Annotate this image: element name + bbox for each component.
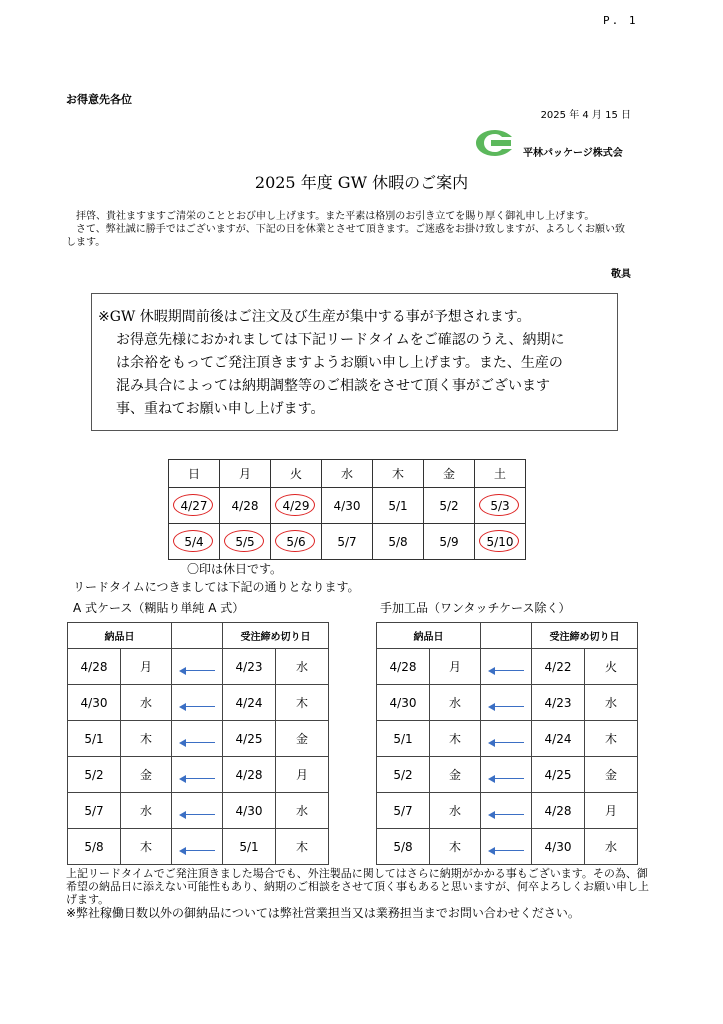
calendar-date: 5/3 [490, 498, 510, 513]
calendar-day-holiday [475, 524, 526, 560]
delivery-weekday-cell: 木 [430, 829, 481, 865]
deadline-date-cell: 4/23 [223, 649, 276, 685]
notice-line: は余裕をもってご発注頂きますようお願い申し上げます。また、生産の [116, 355, 563, 371]
calendar-day-holiday [169, 488, 220, 524]
delivery-weekday-cell: 水 [121, 685, 172, 721]
calendar-weekday: 金 [424, 460, 475, 488]
calendar-day [373, 524, 424, 560]
issue-date: 2025 年 4 月 15 日 [540, 110, 631, 121]
table-row [377, 685, 638, 721]
company-logo-icon [474, 128, 516, 158]
delivery-weekday-cell: 木 [121, 721, 172, 757]
delivery-date-cell: 4/28 [377, 649, 430, 685]
deadline-weekday-cell: 水 [585, 829, 638, 865]
table-row [68, 793, 329, 829]
delivery-date-cell: 5/1 [377, 721, 430, 757]
calendar-date: 5/6 [286, 534, 306, 549]
deadline-weekday-cell: 水 [585, 685, 638, 721]
delivery-date-cell: 5/1 [68, 721, 121, 757]
arrow-cell [172, 793, 223, 829]
arrow-cell [481, 757, 532, 793]
delivery-weekday-cell: 木 [430, 721, 481, 757]
left-arrow-icon [488, 703, 524, 711]
deadline-weekday-cell: 木 [585, 721, 638, 757]
delivery-weekday-cell: 金 [121, 757, 172, 793]
table-row [377, 721, 638, 757]
delivery-date-cell: 5/2 [377, 757, 430, 793]
calendar-date: 5/7 [337, 534, 357, 549]
greeting-text [66, 210, 632, 249]
delivery-date-cell: 5/8 [377, 829, 430, 865]
calendar-date: 4/30 [333, 498, 361, 513]
calendar-weekday: 火 [271, 460, 322, 488]
table-row [377, 829, 638, 865]
calendar-date: 4/27 [180, 498, 208, 513]
footer-paragraph: 上記リードタイムでご発注頂きました場合でも、外注製品に関してはさらに納期がかかる事もございます。その為、御希望の納品日に添えない可能性もあり、納期のご相談をさせて頂く事もあると思いますが、何卒よろしくお願い申し上げます。 [66, 867, 649, 906]
deadline-date-cell: 5/1 [223, 829, 276, 865]
calendar-date: 5/8 [388, 534, 408, 549]
deadline-date-cell: 4/25 [532, 757, 585, 793]
arrow-header [172, 623, 223, 649]
calendar-date: 4/29 [282, 498, 310, 513]
delivery-weekday-cell: 水 [121, 793, 172, 829]
order-deadline-header: 受注締め切り日 [223, 623, 329, 649]
footer-notes [66, 867, 656, 920]
delivery-date-header: 納品日 [377, 623, 481, 649]
calendar-day [424, 488, 475, 524]
deadline-weekday-cell: 木 [276, 685, 329, 721]
table-row [68, 685, 329, 721]
calendar-date: 5/2 [439, 498, 459, 513]
calendar-weekday: 水 [322, 460, 373, 488]
deadline-date-cell: 4/28 [532, 793, 585, 829]
arrow-cell [481, 721, 532, 757]
arrow-cell [172, 721, 223, 757]
delivery-date-cell: 5/7 [68, 793, 121, 829]
notice-line: 事、重ねてお願い申し上げます。 [116, 401, 325, 417]
lead-time-table-b [376, 622, 638, 865]
table-row [68, 649, 329, 685]
arrow-cell [481, 685, 532, 721]
arrow-cell [172, 757, 223, 793]
table-row [68, 829, 329, 865]
deadline-date-cell: 4/28 [223, 757, 276, 793]
table-caption-b: 手加工品（ワンタッチケース除く） [380, 601, 571, 615]
calendar-day [322, 488, 373, 524]
calendar-day-holiday [271, 488, 322, 524]
calendar-date: 5/9 [439, 534, 459, 549]
deadline-weekday-cell: 水 [276, 793, 329, 829]
deadline-date-cell: 4/30 [223, 793, 276, 829]
table-row [377, 757, 638, 793]
delivery-date-cell: 4/28 [68, 649, 121, 685]
table-row [68, 721, 329, 757]
left-arrow-icon [179, 667, 215, 675]
notice-box [91, 293, 618, 431]
page-number: P. 1 [603, 14, 638, 27]
table-row [68, 757, 329, 793]
delivery-weekday-cell: 金 [430, 757, 481, 793]
delivery-weekday-cell: 水 [430, 793, 481, 829]
calendar-day-holiday [271, 524, 322, 560]
arrow-cell [172, 829, 223, 865]
calendar-day [220, 488, 271, 524]
calendar-weekday: 日 [169, 460, 220, 488]
delivery-date-header: 納品日 [68, 623, 172, 649]
delivery-date-cell: 5/7 [377, 793, 430, 829]
deadline-weekday-cell: 木 [276, 829, 329, 865]
notice-line: 混み具合によっては納期調整等のご相談をさせて頂く事がございます [116, 378, 550, 394]
calendar-day [424, 524, 475, 560]
left-arrow-icon [488, 811, 524, 819]
order-deadline-header: 受注締め切り日 [532, 623, 638, 649]
company-name: 平林パッケージ株式会 [523, 148, 623, 159]
table-row [377, 793, 638, 829]
calendar-day [373, 488, 424, 524]
deadline-date-cell: 4/24 [532, 721, 585, 757]
left-arrow-icon [179, 811, 215, 819]
deadline-weekday-cell: 月 [276, 757, 329, 793]
left-arrow-icon [488, 667, 524, 675]
calendar-day-holiday [169, 524, 220, 560]
delivery-date-cell: 5/2 [68, 757, 121, 793]
delivery-weekday-cell: 水 [430, 685, 481, 721]
closing-word: 敬具 [611, 269, 631, 280]
delivery-date-cell: 5/8 [68, 829, 121, 865]
arrow-header [481, 623, 532, 649]
lead-time-intro: リードタイムにつきましては下記の通りとなります。 [73, 580, 360, 594]
calendar-weekday: 土 [475, 460, 526, 488]
calendar-date: 5/1 [388, 498, 408, 513]
deadline-date-cell: 4/22 [532, 649, 585, 685]
deadline-date-cell: 4/30 [532, 829, 585, 865]
deadline-date-cell: 4/24 [223, 685, 276, 721]
delivery-weekday-cell: 木 [121, 829, 172, 865]
arrow-cell [481, 793, 532, 829]
calendar-day [322, 524, 373, 560]
delivery-weekday-cell: 月 [430, 649, 481, 685]
greeting-paragraph: 拝啓、貴社ますますご清栄のこととおび申し上げます。また平素は格別のお引き立てを賜り厚く御礼申し上げます。 [76, 211, 595, 222]
arrow-cell [481, 829, 532, 865]
calendar-weekday: 木 [373, 460, 424, 488]
table-caption-a: A 式ケース（糊貼り単純 A 式） [73, 601, 245, 615]
calendar-date: 4/28 [231, 498, 259, 513]
left-arrow-icon [179, 775, 215, 783]
deadline-weekday-cell: 月 [585, 793, 638, 829]
lead-time-table-a [67, 622, 329, 865]
arrow-cell [481, 649, 532, 685]
deadline-weekday-cell: 水 [276, 649, 329, 685]
page-title: 2025 年度 GW 休暇のご案内 [254, 173, 469, 192]
table-row [377, 649, 638, 685]
recipient: お得意先各位 [66, 93, 132, 106]
calendar-day-holiday [475, 488, 526, 524]
left-arrow-icon [488, 739, 524, 747]
left-arrow-icon [179, 739, 215, 747]
deadline-date-cell: 4/23 [532, 685, 585, 721]
deadline-weekday-cell: 金 [585, 757, 638, 793]
delivery-date-cell: 4/30 [377, 685, 430, 721]
left-arrow-icon [488, 775, 524, 783]
notice-line: お得意先様におかれましては下記リードタイムをご確認のうえ、納期に [116, 332, 565, 348]
delivery-weekday-cell: 月 [121, 649, 172, 685]
calendar-day-holiday [220, 524, 271, 560]
arrow-cell [172, 649, 223, 685]
left-arrow-icon [179, 847, 215, 855]
deadline-weekday-cell: 金 [276, 721, 329, 757]
delivery-date-cell: 4/30 [68, 685, 121, 721]
left-arrow-icon [488, 847, 524, 855]
deadline-weekday-cell: 火 [585, 649, 638, 685]
holiday-calendar [168, 459, 526, 560]
deadline-date-cell: 4/25 [223, 721, 276, 757]
notice-line: ※GW 休暇期間前後はご注文及び生産が集中する事が予想されます。 [98, 309, 531, 325]
footer-paragraph: ※弊社稼働日数以外の御納品については弊社営業担当又は業務担当までお問い合わせください。 [66, 906, 580, 920]
greeting-paragraph: さて、弊社誠に勝手ではございますが、下記の日を休業とさせて頂きます。ご迷惑をお掛け致しますが、よろしくお願い致します。 [66, 224, 625, 248]
calendar-weekday: 月 [220, 460, 271, 488]
left-arrow-icon [179, 703, 215, 711]
arrow-cell [172, 685, 223, 721]
calendar-date: 5/10 [486, 534, 514, 549]
calendar-date: 5/4 [184, 534, 204, 549]
calendar-legend: 〇印は休日です。 [187, 562, 283, 576]
calendar-date: 5/5 [235, 534, 255, 549]
